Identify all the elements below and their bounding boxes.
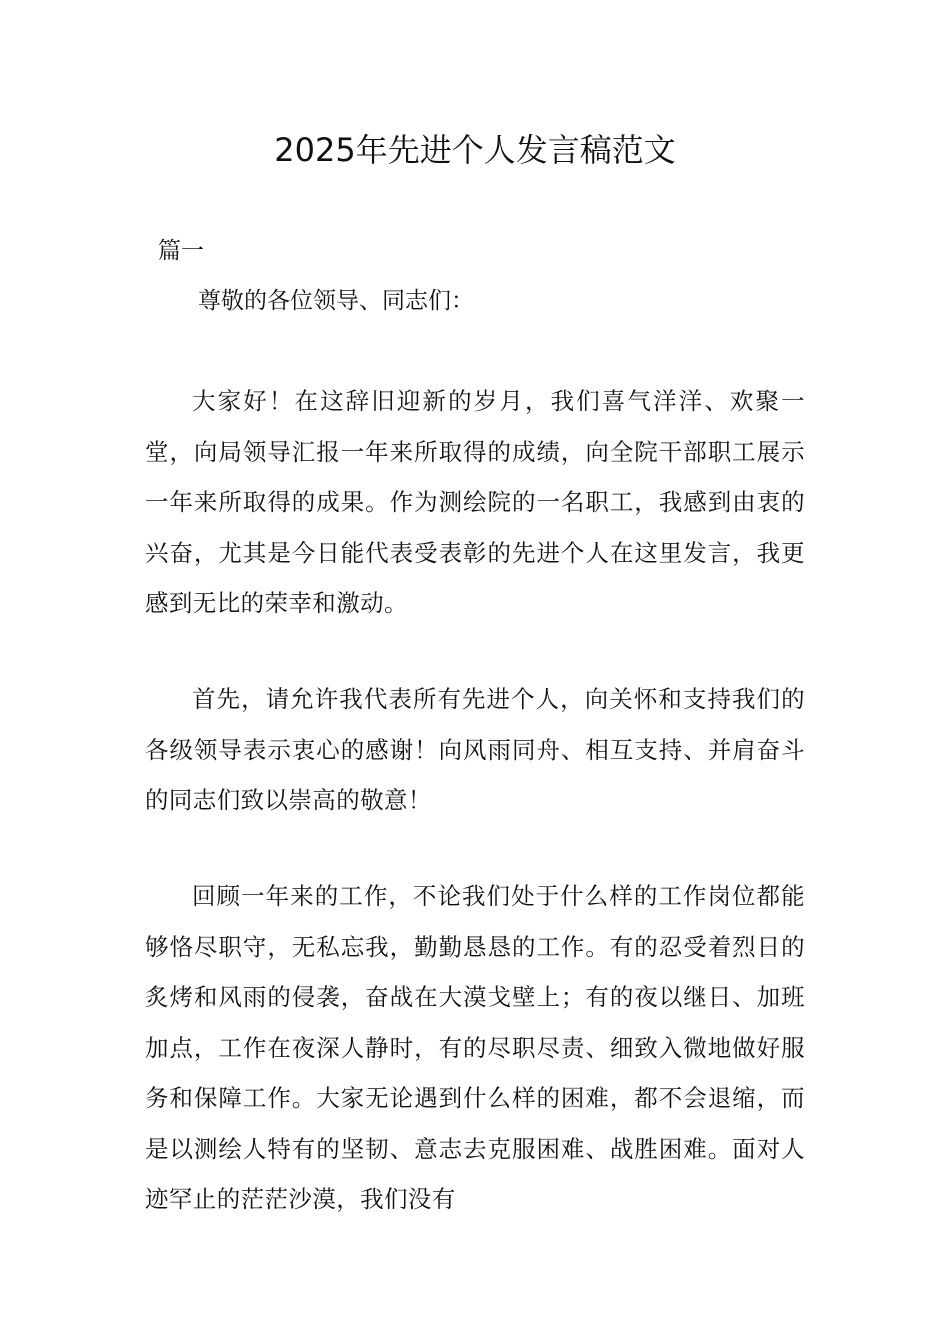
paragraph-1: 大家好！在这辞旧迎新的岁月，我们喜气洋洋、欢聚一堂，向局领导汇报一年来所取得的成绩，向全院干部职工展示一年来所取得的成果。作为测绘院的一名职工，我感到由衷的兴奋，尤其是今日能代表受表彰的先进个人在这里发言，我更感到无比的荣幸和激动。 [145,387,805,617]
document-title: 2025年先进个人发言稿范文 [274,131,676,169]
salutation: 尊敬的各位领导、同志们： [198,288,474,314]
section-label: 篇一 [158,238,204,264]
paragraph-2: 首先，请允许我代表所有先进个人，向关怀和支持我们的各级领导表示衷心的感谢！向风雨同舟、相互支持、并肩奋斗的同志们致以崇高的敬意！ [145,685,805,814]
paragraph-3: 回顾一年来的工作，不论我们处于什么样的工作岗位都能够恪尽职守，无私忘我，勤勤恳恳的工作。有的忍受着烈日的炙烤和风雨的侵袭，奋战在大漠戈壁上；有的夜以继日、加班加点，工作在夜深人静时，有的尽职尽责、细致入微地做好服务和保障工作。大家无论遇到什么样的困难，都不会退缩，而是以测绘人特有的坚韧、意志去克服困难、战胜困难。面对人迹罕止的茫茫沙漠，我们没有 [145,882,805,1213]
